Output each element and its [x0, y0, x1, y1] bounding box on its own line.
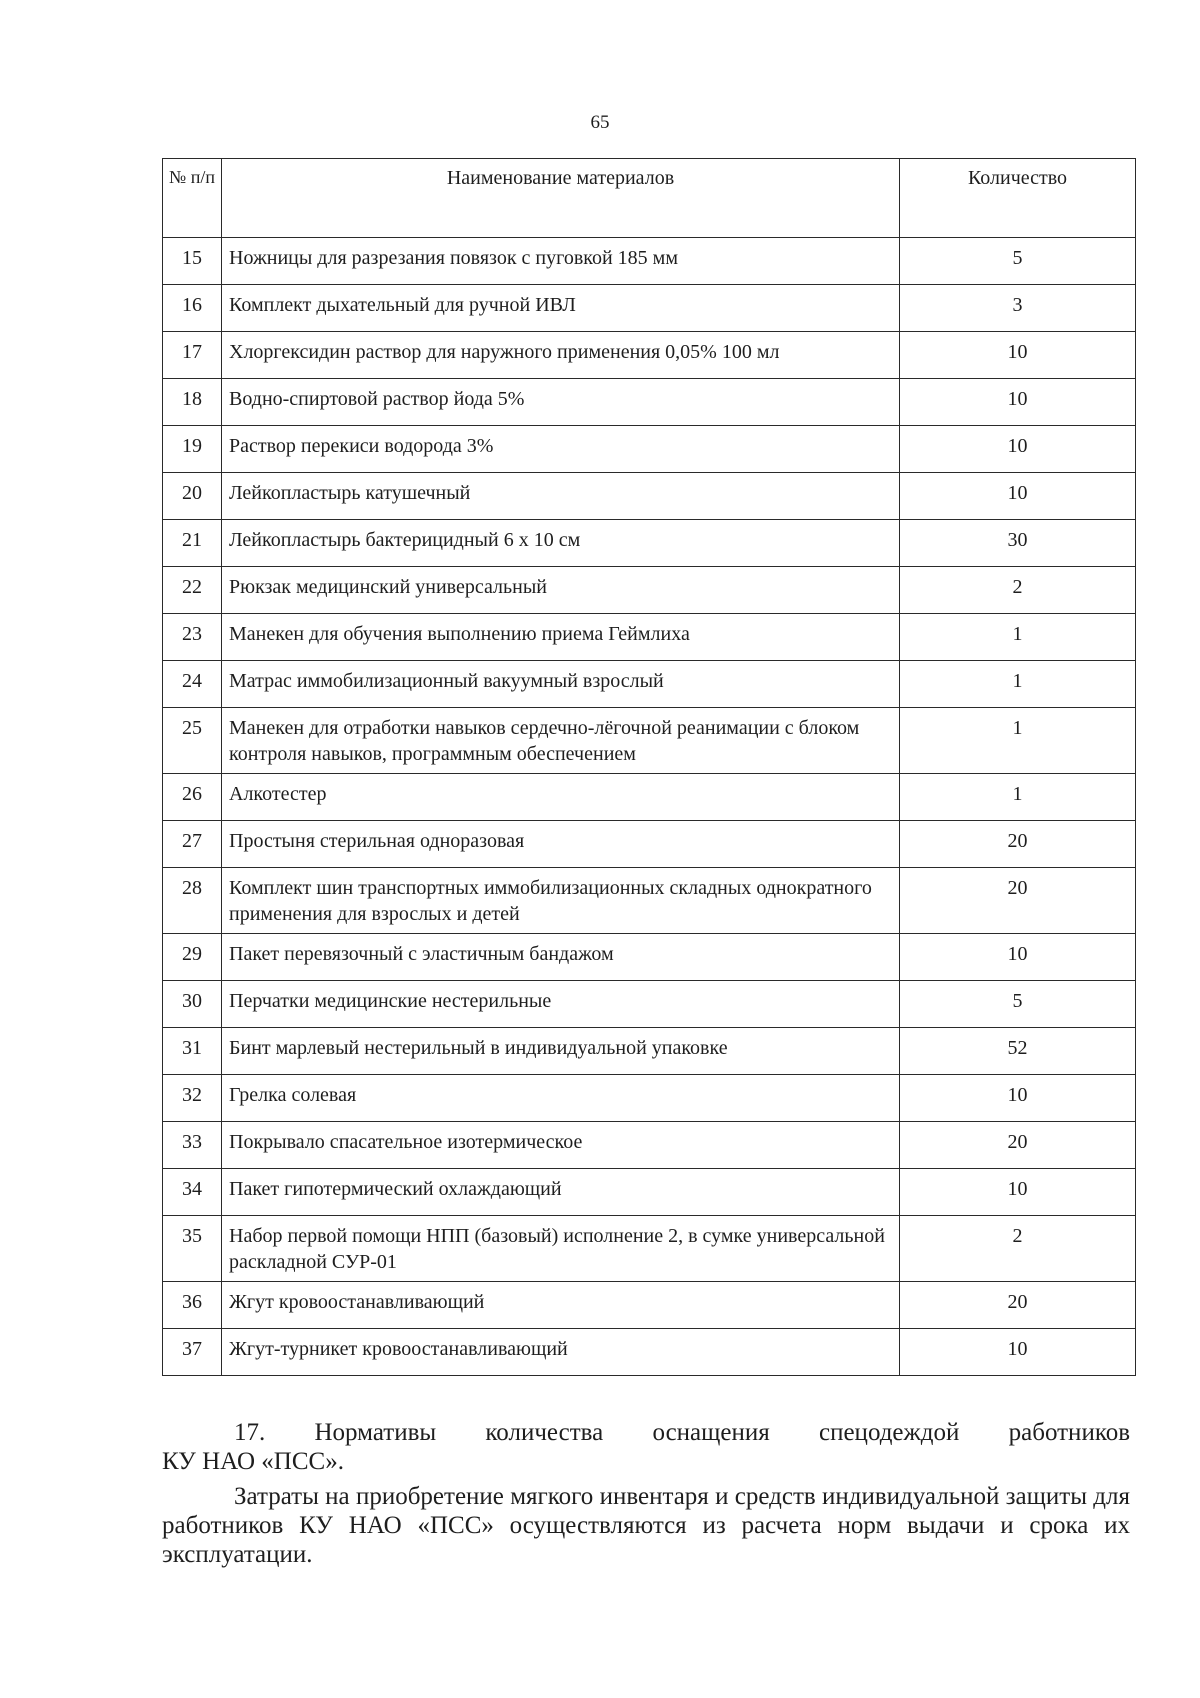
row-quantity: 10: [900, 1329, 1136, 1376]
materials-table: [162, 158, 1136, 1376]
row-quantity: 1: [900, 708, 1136, 774]
table-row: [163, 868, 1136, 934]
section-body: Затраты на приобретение мягкого инвентаря и средств индивидуальной защиты для работников КУ НАО «ПСС» осуществляются из расчета норм выдачи и срока их эксплуатации.: [162, 1483, 1130, 1568]
row-name: Манекен для обучения выполнению приема Геймлиха: [222, 614, 900, 661]
table-row: [163, 821, 1136, 868]
row-name: Жгут-турникет кровоостанавливающий: [222, 1329, 900, 1376]
row-number: 15: [163, 238, 222, 285]
row-number: 21: [163, 520, 222, 567]
row-number: 23: [163, 614, 222, 661]
row-name: Алкотестер: [222, 774, 900, 821]
row-number: 22: [163, 567, 222, 614]
table-row: [163, 473, 1136, 520]
table-row: [163, 285, 1136, 332]
row-name: Матрас иммобилизационный вакуумный взрослый: [222, 661, 900, 708]
row-number: 32: [163, 1075, 222, 1122]
row-number: 30: [163, 981, 222, 1028]
row-number: 33: [163, 1122, 222, 1169]
header-quantity: Количество: [900, 159, 1136, 238]
page-number: 65: [590, 112, 610, 133]
table-row: [163, 426, 1136, 473]
table-row: [163, 774, 1136, 821]
row-number: 26: [163, 774, 222, 821]
row-name: Пакет перевязочный с эластичным бандажом: [222, 934, 900, 981]
row-name: Набор первой помощи НПП (базовый) исполнение 2, в сумке универсальной раскладной СУР-01: [222, 1216, 900, 1282]
header-name: Наименование материалов: [222, 159, 900, 238]
table-row: [163, 1216, 1136, 1282]
table-row: [163, 1329, 1136, 1376]
header-number: № п/п: [163, 159, 222, 238]
row-name: Пакет гипотермический охлаждающий: [222, 1169, 900, 1216]
table-row: [163, 1075, 1136, 1122]
section-17: [162, 1418, 1130, 1569]
table-row: [163, 379, 1136, 426]
row-name: Водно-спиртовой раствор йода 5%: [222, 379, 900, 426]
row-number: 29: [163, 934, 222, 981]
row-quantity: 5: [900, 238, 1136, 285]
row-name: Комплект шин транспортных иммобилизационных складных однократного применения для взрослых и детей: [222, 868, 900, 934]
row-quantity: 2: [900, 567, 1136, 614]
row-quantity: 20: [900, 821, 1136, 868]
row-number: 37: [163, 1329, 222, 1376]
table-row: [163, 567, 1136, 614]
row-quantity: 2: [900, 1216, 1136, 1282]
row-quantity: 10: [900, 426, 1136, 473]
row-quantity: 20: [900, 1122, 1136, 1169]
row-name: Жгут кровоостанавливающий: [222, 1282, 900, 1329]
row-quantity: 10: [900, 332, 1136, 379]
row-quantity: 1: [900, 661, 1136, 708]
row-quantity: 20: [900, 868, 1136, 934]
row-number: 19: [163, 426, 222, 473]
table-row: [163, 934, 1136, 981]
section-heading: 17. Нормативы количества оснащения спецодеждой работников: [234, 1419, 1130, 1446]
row-quantity: 30: [900, 520, 1136, 567]
table-row: [163, 661, 1136, 708]
row-name: Комплект дыхательный для ручной ИВЛ: [222, 285, 900, 332]
row-number: 20: [163, 473, 222, 520]
row-number: 24: [163, 661, 222, 708]
row-number: 27: [163, 821, 222, 868]
row-number: 18: [163, 379, 222, 426]
row-name: Грелка солевая: [222, 1075, 900, 1122]
section-heading-continuation: КУ НАО «ПСС».: [162, 1448, 344, 1475]
row-name: Лейкопластырь катушечный: [222, 473, 900, 520]
row-name: Ножницы для разрезания повязок с пуговкой 185 мм: [222, 238, 900, 285]
row-number: 25: [163, 708, 222, 774]
row-name: Хлоргексидин раствор для наружного применения 0,05% 100 мл: [222, 332, 900, 379]
table-row: [163, 238, 1136, 285]
row-name: Бинт марлевый нестерильный в индивидуальной упаковке: [222, 1028, 900, 1075]
row-name: Лейкопластырь бактерицидный 6 х 10 см: [222, 520, 900, 567]
row-name: Простыня стерильная одноразовая: [222, 821, 900, 868]
row-name: Раствор перекиси водорода 3%: [222, 426, 900, 473]
table-row: [163, 1282, 1136, 1329]
row-quantity: 10: [900, 1075, 1136, 1122]
row-number: 17: [163, 332, 222, 379]
row-quantity: 20: [900, 1282, 1136, 1329]
table-row: [163, 981, 1136, 1028]
row-number: 35: [163, 1216, 222, 1282]
row-name: Манекен для отработки навыков сердечно-лёгочной реанимации с блоком контроля навыков, программным обеспечением: [222, 708, 900, 774]
row-quantity: 10: [900, 473, 1136, 520]
row-quantity: 10: [900, 379, 1136, 426]
table-row: [163, 708, 1136, 774]
table-header-row: [163, 159, 1136, 238]
row-number: 36: [163, 1282, 222, 1329]
table-row: [163, 1169, 1136, 1216]
row-quantity: 5: [900, 981, 1136, 1028]
row-name: Покрывало спасательное изотермическое: [222, 1122, 900, 1169]
row-number: 28: [163, 868, 222, 934]
table-row: [163, 614, 1136, 661]
row-quantity: 3: [900, 285, 1136, 332]
row-quantity: 10: [900, 1169, 1136, 1216]
row-number: 34: [163, 1169, 222, 1216]
row-number: 31: [163, 1028, 222, 1075]
table-row: [163, 332, 1136, 379]
row-quantity: 1: [900, 614, 1136, 661]
row-quantity: 52: [900, 1028, 1136, 1075]
table-row: [163, 520, 1136, 567]
row-name: Рюкзак медицинский универсальный: [222, 567, 900, 614]
table-row: [163, 1028, 1136, 1075]
row-name: Перчатки медицинские нестерильные: [222, 981, 900, 1028]
table-row: [163, 1122, 1136, 1169]
row-quantity: 1: [900, 774, 1136, 821]
row-quantity: 10: [900, 934, 1136, 981]
row-number: 16: [163, 285, 222, 332]
